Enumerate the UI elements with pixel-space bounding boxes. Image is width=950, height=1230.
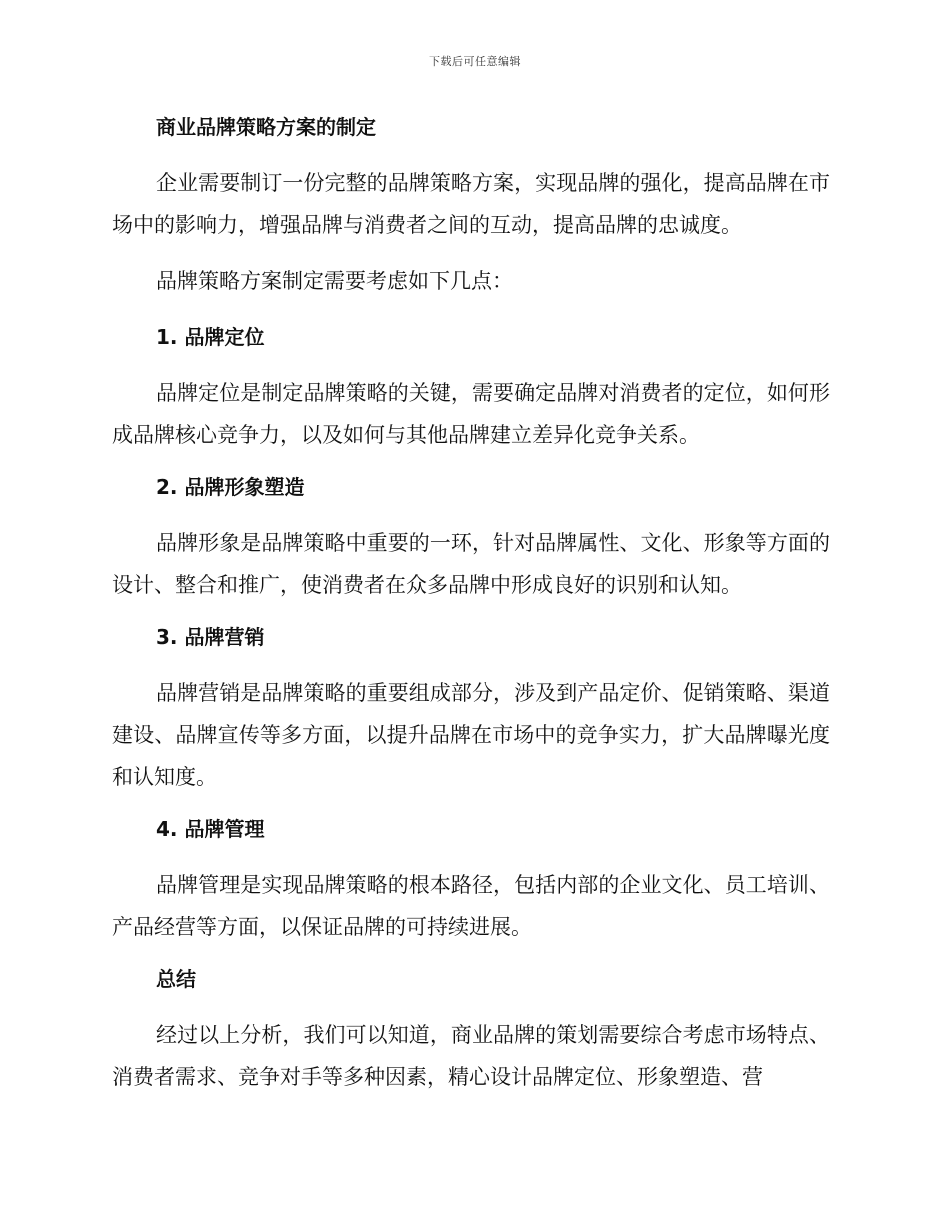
header-note: 下载后可任意编辑 bbox=[429, 55, 521, 68]
considerations-paragraph: 品牌策略方案制定需要考虑如下几点： bbox=[156, 269, 513, 293]
section-body-positioning: 品牌定位是制定品牌策略的关键，需要确定品牌对消费者的定位，如何形成品牌核心竞争力，以及如何与其他品牌建立差异化竞争关系。 bbox=[112, 381, 830, 447]
section-body-image: 品牌形象是品牌策略中重要的一环，针对品牌属性、文化、形象等方面的设计、整合和推广，使消费者在众多品牌中形成良好的识别和认知。 bbox=[112, 531, 830, 597]
section-body-marketing: 品牌营销是品牌策略的重要组成部分，涉及到产品定价、促销策略、渠道建设、品牌宣传等多方面，以提升品牌在市场中的竞争实力，扩大品牌曝光度和认知度。 bbox=[112, 681, 830, 789]
document-body bbox=[112, 110, 830, 1112]
document-title: 商业品牌策略方案的制定 bbox=[156, 115, 376, 139]
section-heading-management: 4. 品牌管理 bbox=[156, 817, 265, 841]
summary-heading: 总结 bbox=[156, 967, 196, 991]
section-body-management: 品牌管理是实现品牌策略的根本路径，包括内部的企业文化、员工培训、产品经营等方面，以保证品牌的可持续进展。 bbox=[112, 873, 830, 939]
intro-paragraph: 企业需要制订一份完整的品牌策略方案，实现品牌的强化，提高品牌在市场中的影响力，增强品牌与消费者之间的互动，提高品牌的忠诚度。 bbox=[112, 171, 830, 237]
summary-body: 经过以上分析，我们可以知道，商业品牌的策划需要综合考虑市场特点、消费者需求、竞争对手等多种因素，精心设计品牌定位、形象塑造、营 bbox=[112, 1023, 830, 1089]
section-heading-positioning: 1. 品牌定位 bbox=[156, 325, 265, 349]
section-heading-marketing: 3. 品牌营销 bbox=[156, 625, 265, 649]
section-heading-image: 2. 品牌形象塑造 bbox=[156, 475, 305, 499]
